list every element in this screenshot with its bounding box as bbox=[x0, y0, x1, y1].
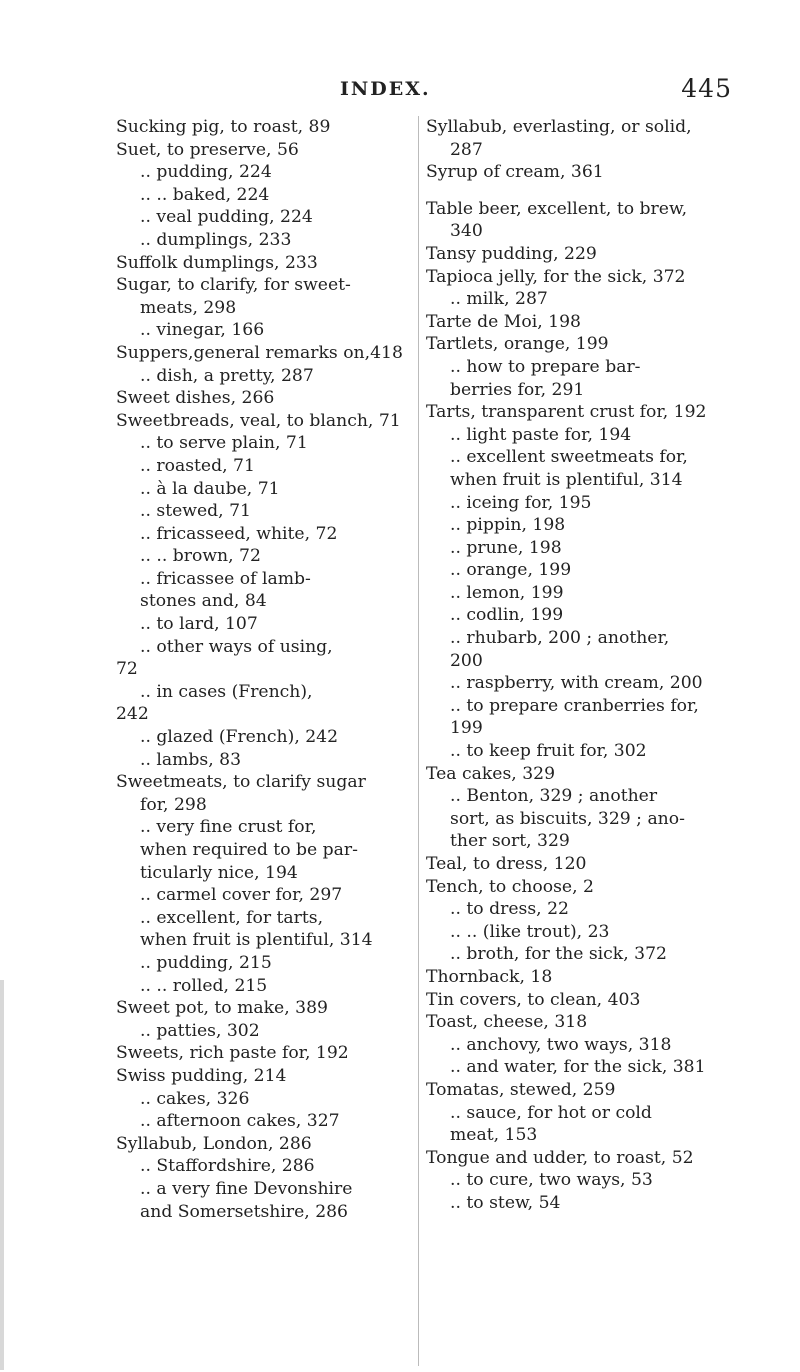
index-entry: Tansy pudding, 229 bbox=[426, 243, 597, 264]
index-entry: .. .. baked, 224 bbox=[140, 184, 270, 205]
index-entry: .. anchovy, two ways, 318 bbox=[450, 1034, 672, 1055]
index-entry: .. codlin, 199 bbox=[450, 605, 564, 626]
index-entry: 242 bbox=[116, 704, 149, 725]
index-entry: sort, as biscuits, 329 ; ano- bbox=[450, 808, 685, 829]
index-entry: meat, 153 bbox=[450, 1125, 538, 1146]
index-entry: Sweets, rich paste for, 192 bbox=[116, 1043, 349, 1064]
index-entry: Tarts, transparent crust for, 192 bbox=[426, 402, 707, 423]
index-entry: .. raspberry, with cream, 200 bbox=[450, 673, 703, 694]
index-entry: .. glazed (French), 242 bbox=[140, 727, 339, 748]
index-entry: .. prune, 198 bbox=[450, 537, 562, 558]
index-entry: .. to cure, two ways, 53 bbox=[450, 1170, 653, 1191]
index-entry: Syrup of cream, 361 bbox=[426, 162, 604, 183]
index-entry: .. à la daube, 71 bbox=[140, 478, 280, 499]
page-number: 445 bbox=[681, 74, 732, 103]
index-entry: .. pippin, 198 bbox=[450, 515, 566, 536]
page-header bbox=[0, 74, 800, 108]
index-entry: ticularly nice, 194 bbox=[140, 862, 298, 883]
index-entry: .. Benton, 329 ; another bbox=[450, 786, 658, 807]
page-edge-shadow bbox=[0, 980, 4, 1370]
index-entry: when fruit is plentiful, 314 bbox=[450, 469, 683, 490]
index-entry: .. a very fine Devonshire bbox=[140, 1178, 353, 1199]
index-entry: .. .. rolled, 215 bbox=[140, 975, 268, 996]
index-entry: Tarte de Moi, 198 bbox=[426, 311, 581, 332]
index-entry: .. vinegar, 166 bbox=[140, 320, 265, 341]
index-entry: .. dumplings, 233 bbox=[140, 229, 292, 250]
index-entry: .. stewed, 71 bbox=[140, 501, 251, 522]
index-entry: .. iceing for, 195 bbox=[450, 492, 592, 513]
index-entry: Syllabub, London, 286 bbox=[116, 1133, 312, 1154]
index-entry: Tench, to choose, 2 bbox=[426, 876, 594, 897]
index-entry: .. and water, for the sick, 381 bbox=[450, 1057, 706, 1078]
index-entry: Tongue and udder, to roast, 52 bbox=[426, 1147, 694, 1168]
index-entry: Toast, cheese, 318 bbox=[426, 1012, 588, 1033]
index-entry: .. rhubarb, 200 ; another, bbox=[450, 628, 670, 649]
index-entry: Suet, to preserve, 56 bbox=[116, 139, 299, 160]
index-entry: .. .. (like trout), 23 bbox=[450, 921, 610, 942]
index-entry: .. roasted, 71 bbox=[140, 455, 255, 476]
index-entry: stones and, 84 bbox=[140, 591, 267, 612]
index-entry: meats, 298 bbox=[140, 297, 237, 318]
index-entry: .. lemon, 199 bbox=[450, 582, 564, 603]
index-entry: .. cakes, 326 bbox=[140, 1088, 250, 1109]
index-entry: when required to be par- bbox=[140, 840, 358, 860]
section-gap bbox=[426, 184, 742, 198]
index-entry: 200 bbox=[450, 650, 483, 671]
index-entry: Suppers,general remarks on,418 bbox=[116, 342, 403, 363]
index-entry: .. to serve plain, 71 bbox=[140, 433, 308, 454]
index-entry: .. excellent sweetmeats for, bbox=[450, 447, 688, 468]
index-entry: Teal, to dress, 120 bbox=[426, 854, 587, 874]
index-entry: .. milk, 287 bbox=[450, 289, 548, 310]
index-entry: Sucking pig, to roast, 89 bbox=[116, 117, 331, 137]
index-entry: .. to lard, 107 bbox=[140, 614, 258, 635]
index-title: INDEX. bbox=[340, 78, 431, 100]
index-entry: Tomatas, stewed, 259 bbox=[426, 1079, 616, 1100]
index-entry: .. very fine crust for, bbox=[140, 817, 317, 838]
index-entry: Table beer, excellent, to brew, bbox=[426, 198, 688, 219]
index-entry: 340 bbox=[450, 221, 483, 242]
index-entry: Sugar, to clarify, for sweet- bbox=[116, 275, 351, 296]
index-entry: .. to prepare cranberries for, bbox=[450, 695, 699, 716]
right-index-column bbox=[426, 116, 742, 1215]
index-entry: Tea cakes, 329 bbox=[426, 763, 556, 784]
index-entry: .. orange, 199 bbox=[450, 560, 572, 581]
index-entry: .. .. brown, 72 bbox=[140, 546, 261, 567]
index-entry: .. veal pudding, 224 bbox=[140, 207, 313, 228]
index-entry: Sweetbreads, veal, to blanch, 71 bbox=[116, 410, 401, 431]
index-entry: Tin covers, to clean, 403 bbox=[426, 989, 641, 1010]
index-entry: .. light paste for, 194 bbox=[450, 424, 632, 445]
index-entry: Sweet dishes, 266 bbox=[116, 388, 275, 409]
index-entry: Swiss pudding, 214 bbox=[116, 1065, 287, 1086]
index-entry: .. excellent, for tarts, bbox=[140, 907, 324, 928]
index-entry: when fruit is plentiful, 314 bbox=[140, 930, 373, 951]
index-entry: .. to dress, 22 bbox=[450, 899, 569, 920]
index-entry: 199 bbox=[450, 718, 483, 739]
index-entry: .. sauce, for hot or cold bbox=[450, 1102, 652, 1123]
index-entry: 72 bbox=[116, 659, 138, 680]
index-entry: .. in cases (French), bbox=[140, 681, 313, 702]
left-index-column bbox=[116, 116, 416, 1223]
column-divider bbox=[418, 116, 419, 1366]
index-entry: Sweet pot, to make, 389 bbox=[116, 998, 328, 1019]
index-entry: .. to stew, 54 bbox=[450, 1192, 561, 1213]
index-entry: berries for, 291 bbox=[450, 379, 585, 400]
index-entry: .. pudding, 224 bbox=[140, 162, 272, 183]
index-entry: Thornback, 18 bbox=[426, 966, 553, 987]
index-entry: .. afternoon cakes, 327 bbox=[140, 1111, 340, 1132]
index-entry: .. dish, a pretty, 287 bbox=[140, 365, 314, 386]
index-entry: 287 bbox=[450, 139, 483, 160]
index-entry: .. fricasseed, white, 72 bbox=[140, 523, 338, 544]
index-entry: .. pudding, 215 bbox=[140, 952, 272, 973]
index-entry: Syllabub, everlasting, or solid, bbox=[426, 117, 692, 137]
index-entry: .. Staffordshire, 286 bbox=[140, 1156, 315, 1177]
index-entry: ther sort, 329 bbox=[450, 831, 570, 852]
index-entry: .. broth, for the sick, 372 bbox=[450, 944, 667, 965]
index-entry: Tartlets, orange, 199 bbox=[426, 334, 609, 355]
index-entry: .. carmel cover for, 297 bbox=[140, 885, 343, 906]
index-entry: and Somersetshire, 286 bbox=[140, 1201, 348, 1222]
index-entry: .. lambs, 83 bbox=[140, 749, 242, 770]
index-entry: .. how to prepare bar- bbox=[450, 356, 641, 377]
index-entry: .. to keep fruit for, 302 bbox=[450, 741, 647, 762]
index-entry: .. other ways of using, bbox=[140, 636, 333, 657]
index-entry: for, 298 bbox=[140, 794, 207, 815]
index-entry: Sweetmeats, to clarify sugar bbox=[116, 772, 366, 793]
index-entry: Tapioca jelly, for the sick, 372 bbox=[426, 266, 686, 287]
index-entry: .. patties, 302 bbox=[140, 1020, 260, 1041]
index-entry: .. fricassee of lamb- bbox=[140, 568, 311, 589]
index-entry: Suffolk dumplings, 233 bbox=[116, 252, 318, 273]
